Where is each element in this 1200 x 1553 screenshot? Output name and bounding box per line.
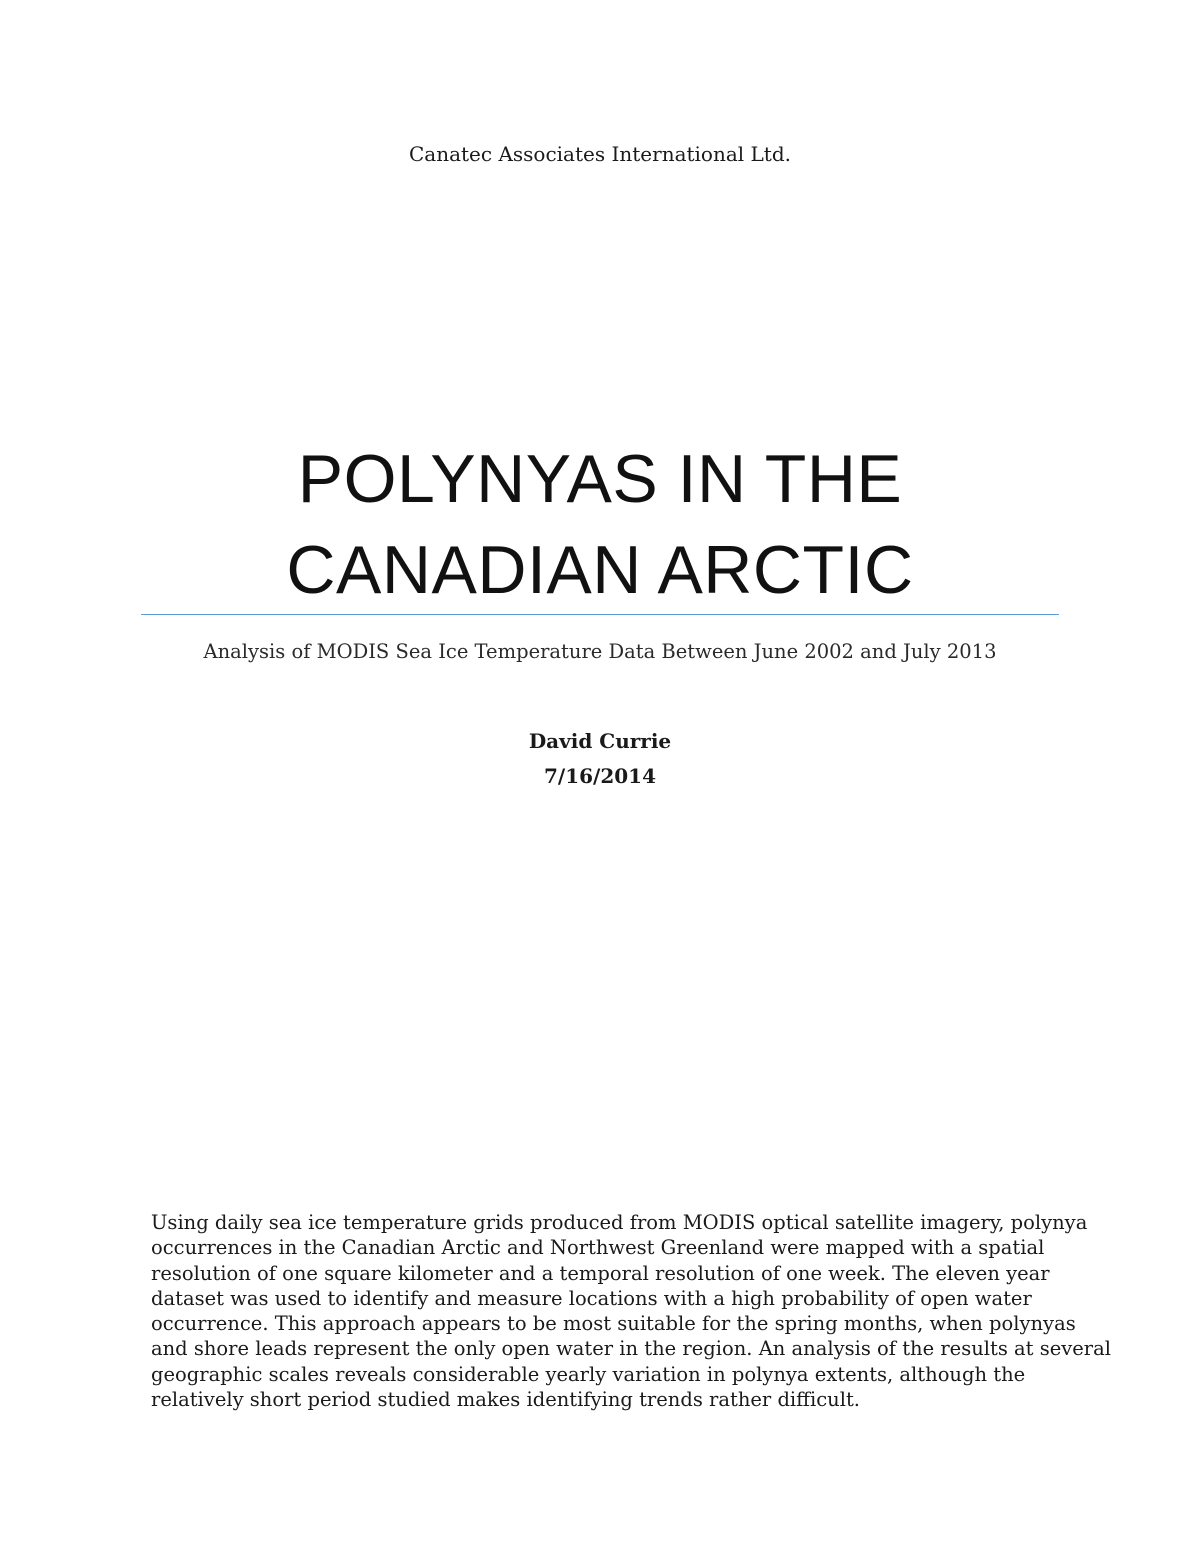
- document-subtitle: Analysis of MODIS Sea Ice Temperature Data Between June 2002 and July 2013: [203, 640, 997, 663]
- abstract-line: dataset was used to identify and measure locations with a high probability of open water: [151, 1286, 1032, 1310]
- abstract-line: relatively short period studied makes identifying trends rather difficult.: [151, 1388, 860, 1412]
- abstract-line: Using daily sea ice temperature grids produced from MODIS optical satellite imagery, polynya: [151, 1211, 1088, 1234]
- abstract-line: occurrence. This approach appears to be most suitable for the spring months, when polynyas: [151, 1312, 1076, 1336]
- document-date: 7/16/2014: [543, 764, 657, 788]
- abstract-line: and shore leads represent the only open water in the region. An analysis of the results at several: [151, 1337, 1111, 1361]
- abstract-line: geographic scales reveals considerable yearly variation in polynya extents, although the: [151, 1362, 1026, 1386]
- title-divider: [141, 614, 1059, 615]
- company-name: Canatec Associates International Ltd.: [408, 142, 792, 166]
- title-line-2: CANADIAN ARCTIC: [286, 532, 914, 608]
- abstract-line: occurrences in the Canadian Arctic and Northwest Greenland were mapped with a spatial: [151, 1236, 1045, 1260]
- title-line-1: POLYNYAS IN THE: [297, 441, 903, 517]
- document-title: [140, 434, 1060, 616]
- author-name: David Currie: [528, 729, 672, 753]
- abstract-line: resolution of one square kilometer and a temporal resolution of one week. The eleven year: [151, 1261, 1050, 1285]
- abstract-paragraph: [151, 1210, 1111, 1412]
